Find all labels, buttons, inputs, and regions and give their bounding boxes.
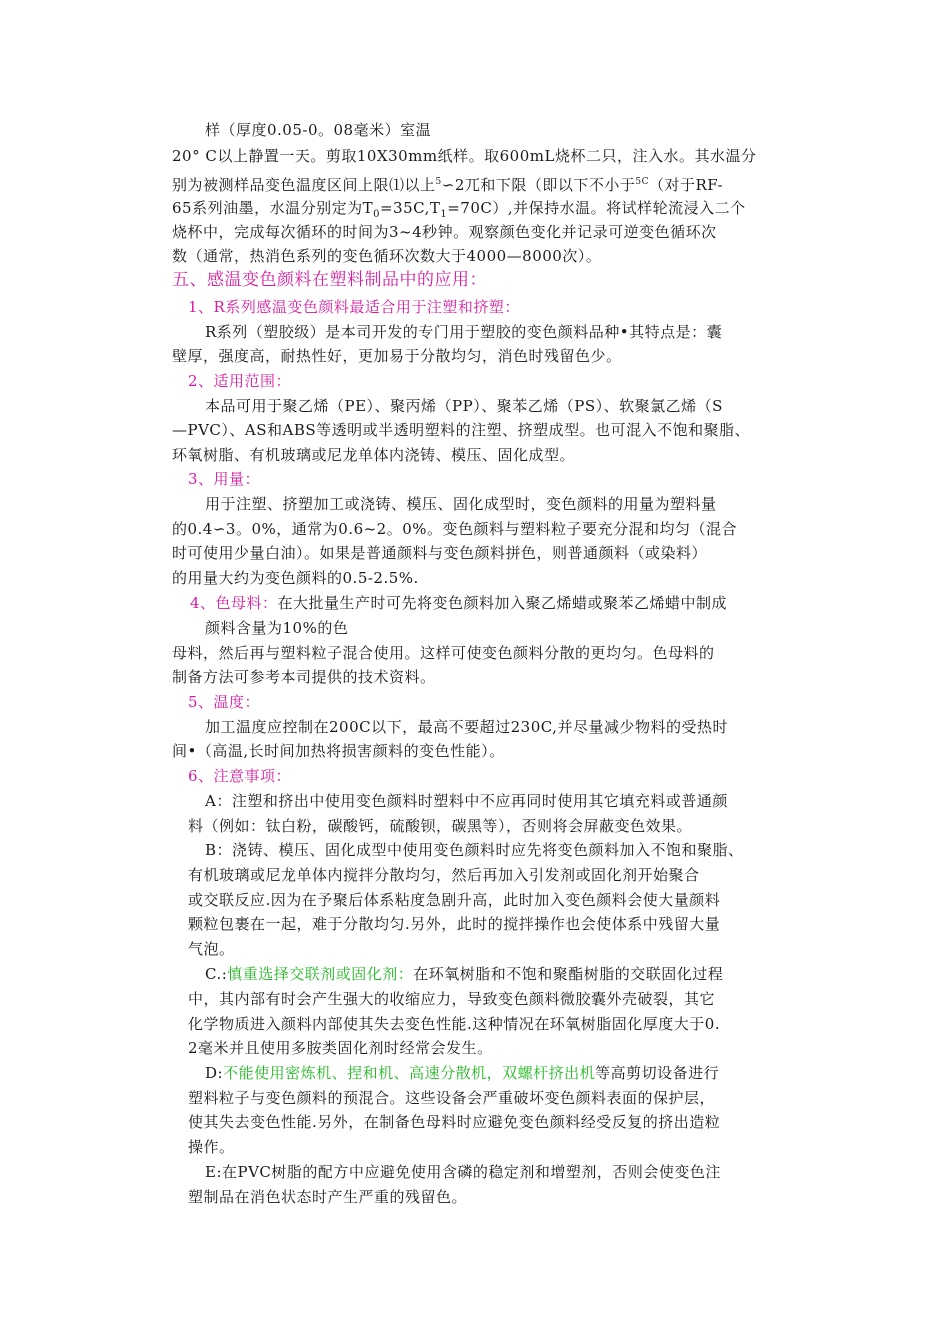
note-a-line-1: A：注塑和挤出中使用变色颜料时塑料中不应再同时使用其它填充料或普通颜 — [205, 792, 728, 810]
subsection-1-line-1: R系列（塑胶级）是本司开发的专门用于塑胶的变色颜料品种•其特点是：囊 — [205, 323, 723, 341]
note-b-line-2: 有机玻璃或尼龙单体内搅拌分散均匀，然后再加入引发剂或固化剂开始聚合 — [188, 866, 700, 884]
subsection-5-heading: 5、温度： — [188, 693, 261, 711]
subsection-2-line-2: —PVC）、AS和ABS等透明或半透明塑料的注塑、挤塑成型。也可混入不饱和聚脂、 — [172, 421, 751, 439]
note-b-line-1: B：浇铸、模压、固化成型中使用变色颜料时应先将变色颜料加入不饱和聚脂、 — [205, 841, 744, 859]
note-d-line-4: 操作。 — [188, 1138, 235, 1156]
note-e-line-2: 塑制品在消色状态时产生严重的残留色。 — [188, 1188, 468, 1206]
subsection-3-line-4: 的用量大约为变色颜料的0.5-2.5%. — [172, 569, 419, 587]
subsection-3-line-3: 时可使用少量白油）。如果是普通颜料与变色颜料拼色，则普通颜料（或染料） — [172, 544, 708, 562]
section-5-heading: 五、感温变色颜料在塑料制品中的应用： — [172, 270, 487, 290]
subsection-6-heading: 6、注意事项： — [188, 767, 292, 785]
subsection-3-heading: 3、用量： — [188, 470, 261, 488]
subsection-5-line-2: 间•（高温,长时间加热将损害颜料的变色性能）。 — [172, 742, 505, 760]
subsection-3-line-2: 的0.4∽3。0%，通常为0.6~2。0%。变色颜料与塑料粒子要充分混和均匀（混合 — [172, 520, 738, 538]
subsection-2-heading: 2、适用范围： — [188, 372, 292, 390]
sample-line-4: 65系列油墨，水温分别定为$T_0=35C,T_1=70C$）,并保持水温。将试样轮流浸入二个 — [172, 199, 746, 220]
note-b-line-5: 气泡。 — [188, 940, 235, 958]
note-c-first-line: C.:慎重选择交联剂或固化剂：在环氧树脂和不饱和聚酯树脂的交联固化过程 — [205, 965, 724, 983]
sample-line-3: 别为被测样品变色温度区间上限⑴以上$^5$∽2兀和下限（即以下不小于$^{5C}$（对于RF- — [172, 176, 724, 194]
sample-line-2: 20° C以上静置一天。剪取10X30mm纸样。取600mL烧杯二只，注入水。其水温分 — [172, 147, 757, 165]
note-b-line-4: 颗粒包裹在一起，难于分散均匀.另外，此时的搅拌操作也会使体系中残留大量 — [188, 915, 721, 933]
subsection-4-heading: 4、色母料： — [190, 594, 278, 612]
note-e-line-1: E:在PVC树脂的配方中应避免使用含磷的稳定剂和增塑剂，否则会使变色注 — [205, 1163, 721, 1181]
subsection-3-line-1: 用于注塑、挤塑加工或浇铸、模压、固化成型时，变色颜料的用量为塑料量 — [205, 495, 717, 513]
subsection-1-line-2: 壁厚，强度高，耐热性好，更加易于分散均匀，消色时残留色少。 — [172, 347, 622, 365]
note-c-line-2: 中，其内部有时会产生强大的收缩应力，导致变色颜料微胶囊外壳破裂，其它 — [188, 990, 716, 1008]
sample-line-6: 数（通常，热消色系列的变色循环次数大于4000—8000次）。 — [172, 247, 602, 265]
note-c-line-4: 2毫米并且使用多胺类固化剂时经常会发生。 — [188, 1039, 493, 1057]
subsection-1-heading: 1、R系列感温变色颜料最适合用于注塑和挤塑： — [188, 298, 520, 316]
note-d-highlight: 不能使用密炼机、捏和机、高速分散机，双螺杆挤出机 — [223, 1064, 596, 1082]
note-a-line-2: 料（例如：钛白粉，碳酸钙，硫酸钡，碳黑等），否则将会屏蔽变色效果。 — [188, 817, 693, 835]
subsection-2-line-3: 环氧树脂、有机玻璃或尼龙单体内浇铸、模压、固化成型。 — [172, 446, 576, 464]
subsection-4-line-1: 颜料含量为10%的色 — [205, 619, 349, 637]
subsection-4-line-2: 母料，然后再与塑料粒子混合使用。这样可使变色颜料分散的更均匀。色母料的 — [172, 644, 715, 662]
note-d-line-2: 塑料粒子与变色颜料的预混合。这些设备会严重破坏变色颜料表面的保护层， — [188, 1089, 716, 1107]
subsection-4-first-line: 4、色母料：在大批量生产时可先将变色颜料加入聚乙烯蜡或聚苯乙烯蜡中制成 — [190, 594, 728, 612]
sample-line-1: 样（厚度0.05-0。08毫米）室温 — [205, 121, 432, 139]
note-c-line-3: 化学物质进入颜料内部使其失去变色性能.这种情况在环氧树脂固化厚度大于0. — [188, 1015, 721, 1033]
note-b-line-3: 或交联反应.因为在予聚后体系粘度急剧升高，此时加入变色颜料会使大量颜料 — [188, 891, 721, 909]
subsection-4-line-3: 制备方法可参考本司提供的技术资料。 — [172, 668, 436, 686]
subsection-2-line-1: 本品可用于聚乙烯（PE）、聚丙烯（PP）、聚苯乙烯（PS）、软聚氯乙烯（S — [205, 397, 723, 415]
sample-line-5: 烧杯中，完成每次循环的时间为3~4秒钟。观察颜色变化并记录可逆变色循环次 — [172, 223, 717, 241]
note-d-line-3: 使其失去变色性能.另外，在制备色母料时应避免变色颜料经受反复的挤出造粒 — [188, 1113, 721, 1131]
subsection-5-line-1: 加工温度应控制在200C以下，最高不要超过230C,并尽量减少物料的受热时 — [205, 718, 728, 736]
note-c-highlight: 慎重选择交联剂或固化剂： — [227, 965, 414, 983]
note-d-first-line: D:不能使用密炼机、捏和机、高速分散机，双螺杆挤出机等高剪切设备进行 — [205, 1064, 720, 1082]
